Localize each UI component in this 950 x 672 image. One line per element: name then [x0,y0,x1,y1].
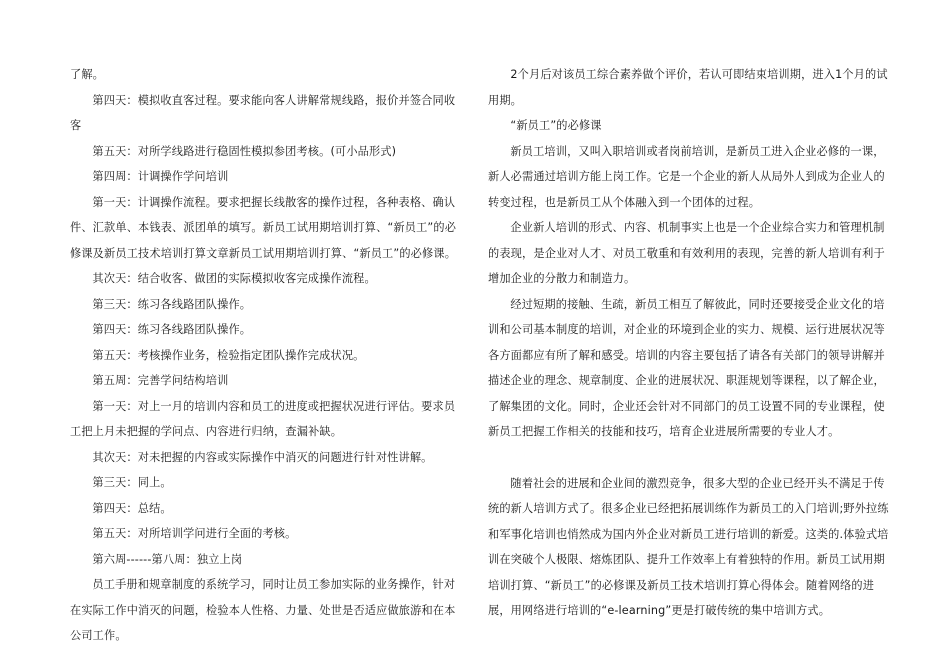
paragraph: 第四天：总结。 [92,501,172,515]
paragraph: 第五天：对所学线路进行稳固性模拟参团考核。(可小品形式) [92,144,397,158]
paragraph: 其次天：对未把握的内容或实际操作中消灭的问题进行针对性讲解。 [92,450,433,464]
paragraph: 随着社会的进展和企业间的激烈竞争，很多大型的企业已经开头不满足于传统的新人培训方式了。很多企业已经把拓展训练作为新员工的入门培训;野外拉练和军事化培训也悄然成为国内外企业对新员工进行培训的新爱。这类的.体验式培训在突破个人极限、熔炼团队、提升工作效率上有着独特的作用。新员工试用期培训打算、“新员工”的必修课及新员工技术培训打算心得体会。随着网络的进展，用网络进行培训的“e-learning”更是打破传统的集中培训方式。 [488,476,889,617]
section-heading: “新员工”的必修课 [510,119,602,132]
paragraph: 第六周------第八周：独立上岗 [92,552,243,566]
paragraph: 第五天：对所培训学问进行全面的考核。 [92,527,297,540]
paragraph: 第三天：同上。 [92,476,172,489]
paragraph: 新员工培训，又叫入职培训或者岗前培训，是新员工进入企业必修的一课，新人必需通过培训方能上岗工作。它是一个企业的新人从局外人到成为企业人的转变过程，也是新员工从个体融入到一个团体的过程。 [488,144,885,209]
paragraph: 了解。 [70,68,105,81]
paragraph: 企业新人培训的形式、内容、机制事实上也是一个企业综合实力和管理机制的表现，是企业对人才、对员工敬重和有效利用的表现，完善的新人培训有利于增加企业的分散力和制造力。 [488,221,885,285]
paragraph: 员工手册和规章制度的系统学习，同时让员工参加实际的业务操作，针对在实际工作中消灭的问题，检验本人性格、力量、处世是否适应做旅游和在本公司工作。 [70,578,456,642]
paragraph: 第五天：考核操作业务，检验指定团队操作完成状况。 [92,348,365,362]
paragraph: 第四天：模拟收直客过程。要求能向客人讲解常规线路，报价并签合同收客 [70,93,456,132]
paragraph: 第三天：练习各线路团队操作。 [92,297,252,311]
paragraph-gap [488,445,890,471]
paragraph: 经过短期的接触、生疏，新员工相互了解彼此，同时还要接受企业文化的培训和公司基本制度的培训，对企业的环境到企业的实力、规模、运行进展状况等各方面都应有所了解和感受。培训的内容主要包括了请各有关部门的领导讲解并描述企业的理念、规章制度、企业的进展状况、职涯规划等课程，以了解企业，了解集团的文化。同时，企业还会针对不同部门的员工设置不同的专业课程，使新员工把握工作相关的技能和技巧，培育企业进展所需要的专业人才。 [488,297,885,438]
paragraph: 其次天：结合收客、做团的实际模拟收客完成操作流程。 [92,272,376,285]
paragraph: 第一天：对上一月的培训内容和员工的进度或把握状况进行评估。要求员工把上月未把握的学问点、内容进行归纳，查漏补缺。 [70,399,456,438]
paragraph: 第五周：完善学问结构培训 [92,374,229,387]
left-text-column [70,62,465,649]
paragraph: 第四天：练习各线路团队操作。 [92,323,252,336]
right-text-column [488,62,890,624]
paragraph: 2个月后对该员工综合素养做个评价，若认可即结束培训期，进入1个月的试用期。 [488,68,888,107]
paragraph: 第四周：计调操作学问培训 [92,170,229,183]
paragraph: 第一天：计调操作流程。要求把握长线散客的操作过程，各种表格、确认件、汇款单、本钱表、派团单的填写。新员工试用期培训打算、“新员工”的必修课及新员工技术培训打算文章新员工试用期培训打算、“新员工”的必修课。 [70,195,457,260]
